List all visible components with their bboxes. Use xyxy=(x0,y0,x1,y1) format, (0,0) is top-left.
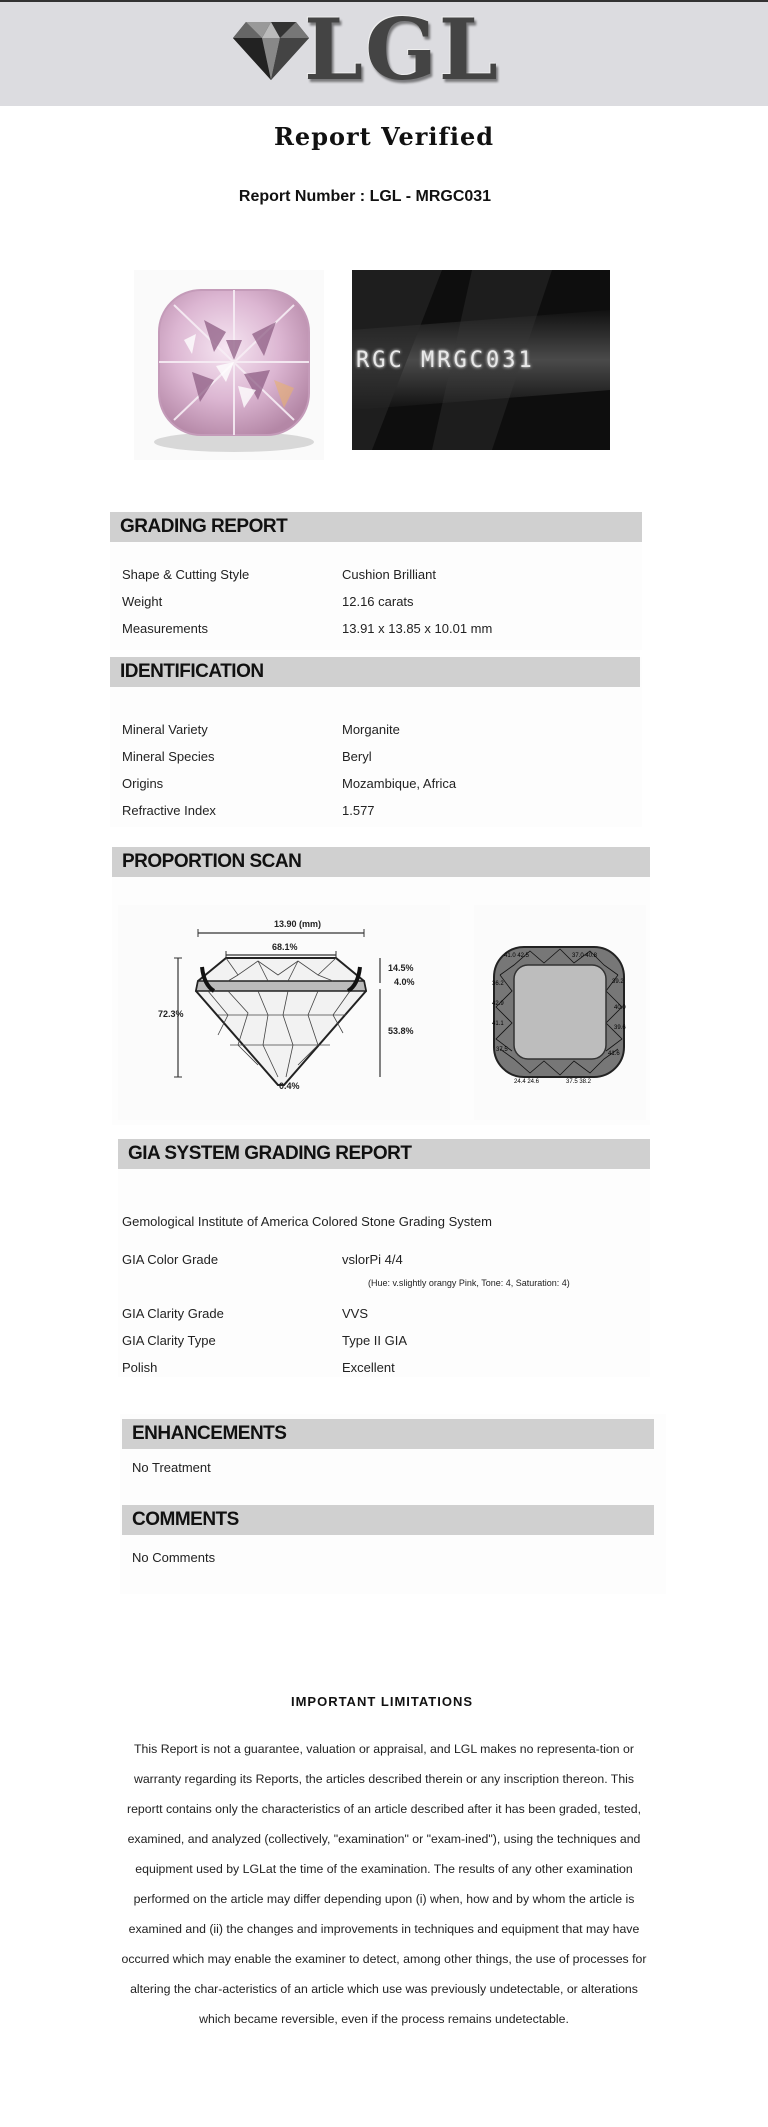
lgl-logo[interactable] xyxy=(232,0,500,99)
svg-text:41.0 42.5: 41.0 42.5 xyxy=(504,953,530,959)
limitations-heading: IMPORTANT LIMITATIONS xyxy=(290,1694,474,1709)
comments-heading: COMMENTS xyxy=(122,1505,654,1535)
diamond-icon xyxy=(232,20,310,82)
identification-heading: IDENTIFICATION xyxy=(110,657,640,687)
color-grade-note: (Hue: v.slightly orangy Pink, Tone: 4, Saturation: 4) xyxy=(368,1278,570,1288)
proportion-crown-label: 14.5% xyxy=(388,963,414,973)
row-label: GIA Color Grade xyxy=(122,1252,219,1267)
proportion-total-depth-label: 72.3% xyxy=(158,1009,184,1019)
grading-report-heading: GRADING REPORT xyxy=(110,512,642,542)
row-label: Refractive Index xyxy=(122,803,216,818)
proportion-culet-label: 0.4% xyxy=(279,1081,300,1091)
row-value: Excellent xyxy=(342,1360,395,1375)
row-value: 1.577 xyxy=(342,803,375,818)
row-value: Type II GIA xyxy=(342,1333,408,1348)
row-value: vslorPi 4/4 xyxy=(342,1252,403,1267)
row-label: Measurements xyxy=(122,621,208,636)
row-label: Weight xyxy=(122,594,163,609)
gia-system-name: Gemological Institute of America Colored Stone Grading System xyxy=(122,1214,492,1229)
proportion-scan-heading: PROPORTION SCAN xyxy=(112,847,650,877)
row-label: Polish xyxy=(122,1360,158,1375)
gia-heading: GIA SYSTEM GRADING REPORT xyxy=(118,1139,650,1169)
svg-text:41.6: 41.6 xyxy=(608,1051,620,1057)
svg-text:42.9: 42.9 xyxy=(492,1001,504,1007)
proportion-top-view-diagram xyxy=(474,905,646,1120)
inscription-photo xyxy=(352,270,610,450)
proportion-profile-diagram xyxy=(118,905,450,1120)
svg-text:24.4 24.6: 24.4 24.6 xyxy=(514,1079,540,1085)
enhancements-heading: ENHANCEMENTS xyxy=(122,1419,654,1449)
proportion-pavilion-label: 53.8% xyxy=(388,1026,414,1036)
svg-text:39.2: 39.2 xyxy=(612,979,624,985)
svg-text:37.5: 37.5 xyxy=(496,1047,508,1053)
row-value: Mozambique, Africa xyxy=(342,776,457,791)
row-label: Mineral Variety xyxy=(122,722,208,737)
identification-panel xyxy=(110,657,642,827)
svg-text:39.6: 39.6 xyxy=(614,1025,626,1031)
row-label: Mineral Species xyxy=(122,749,215,764)
row-value: Morganite xyxy=(342,722,400,737)
row-value: 13.91 x 13.85 x 10.01 mm xyxy=(342,621,493,636)
row-value: VVS xyxy=(342,1306,369,1321)
row-label: GIA Clarity Type xyxy=(122,1333,216,1348)
svg-text:37.5 38.2: 37.5 38.2 xyxy=(566,1079,592,1085)
svg-text:37.0 40.8: 37.0 40.8 xyxy=(572,953,598,959)
row-value: Beryl xyxy=(342,749,372,764)
row-value: Cushion Brilliant xyxy=(342,567,436,582)
enhancements-text: No Treatment xyxy=(132,1460,211,1475)
svg-text:41.1: 41.1 xyxy=(492,1021,504,1027)
row-label: Shape & Cutting Style xyxy=(122,567,250,582)
proportion-table-label: 68.1% xyxy=(272,942,298,952)
limitations-body: This Report is not a guarantee, valuation or appraisal, and LGL makes no representa-tion or warranty regarding its Reports, the articles described therein or any inscription thereon. This reportt contains only the characteristics of an article described after it has been graded, tested, examined, and analyzed (collectively, "examination" or "exam-ined"), using the techniques and equipment used by LGLat the time of the examination. The results of any other examination performed on the article may differ depending upon (i) when, how and by whom the article is examined and (ii) the changes and improvements in techniques and equipment that may have occurred which may enable the examiner to detect, among other things, the use of processes for altering the char-acteristics of an article which use was previously undetectable, or alterations which became reversible, even if the process remains undetectable. xyxy=(121,1742,647,2026)
proportion-width-label: 13.90 (mm) xyxy=(274,919,322,929)
header-banner xyxy=(0,0,768,106)
svg-text:36.2: 36.2 xyxy=(492,981,504,987)
row-label: GIA Clarity Grade xyxy=(122,1306,224,1321)
logo-text: LGL xyxy=(304,0,500,99)
row-value: 12.16 carats xyxy=(342,594,414,609)
svg-text:40.0: 40.0 xyxy=(614,1005,626,1011)
inscription-text: RGC MRGC031 xyxy=(356,348,535,373)
page-title: Report Verified xyxy=(273,122,495,151)
report-number: Report Number : LGL - MRGC031 xyxy=(238,188,492,205)
comments-text: No Comments xyxy=(132,1550,216,1565)
row-label: Origins xyxy=(122,776,164,791)
proportion-girdle-label: 4.0% xyxy=(394,977,415,987)
enhancements-comments-panel xyxy=(120,1414,666,1594)
gemstone-photo xyxy=(134,270,324,460)
